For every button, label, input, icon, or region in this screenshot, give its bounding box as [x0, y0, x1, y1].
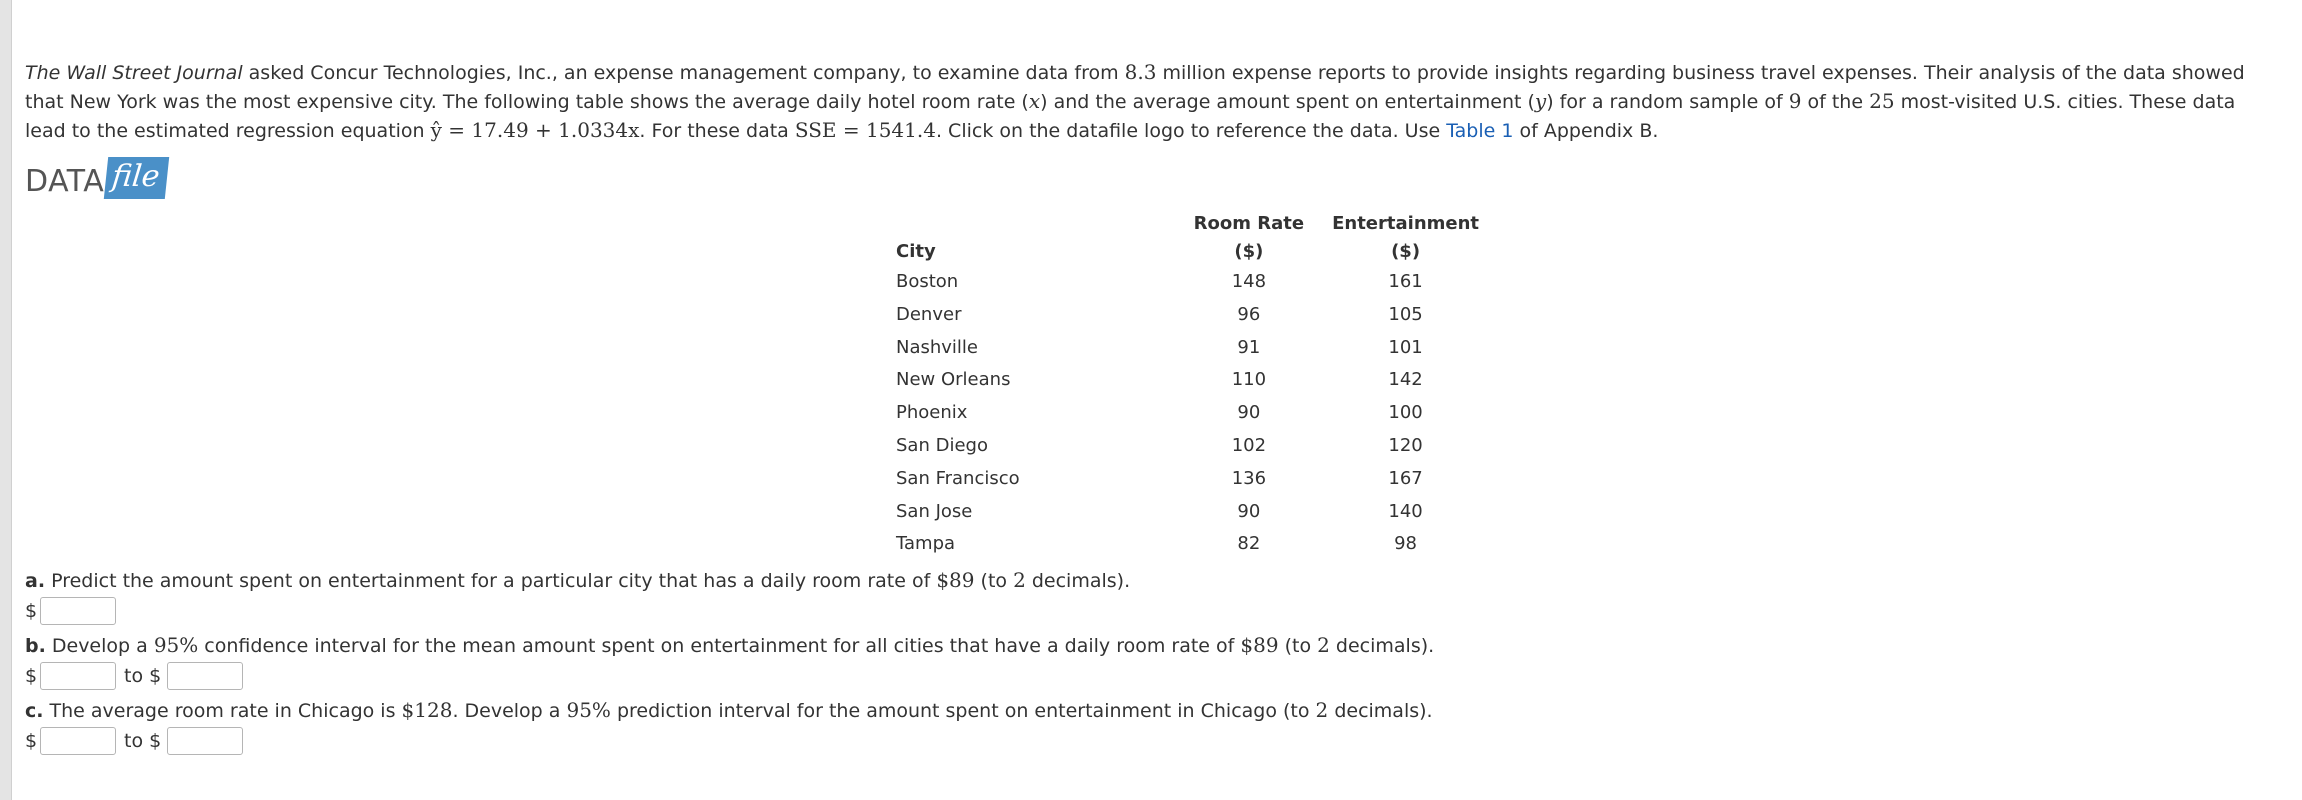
intro-text: of the — [1801, 91, 1870, 113]
room-rate-cell: 110 — [1231, 369, 1267, 391]
math-value: 9 — [1788, 89, 1802, 113]
entertainment-header: Entertainment — [1332, 213, 1480, 234]
room-rate-header: Room Rate — [1193, 213, 1305, 234]
question-text: confidence interval for the mean amount spent on entertainment for all cities that have a daily room rate of — [198, 635, 1241, 657]
entertainment-cell: 161 — [1388, 271, 1423, 292]
answer-c-lower-input[interactable] — [40, 727, 116, 755]
question-text: (to — [1278, 635, 1318, 657]
city-cell: San Diego — [896, 434, 988, 456]
math-value: 2 — [1317, 633, 1330, 657]
room-rate-cell: 90 — [1237, 500, 1261, 522]
math-value: 95% — [566, 698, 611, 722]
dollar-sign: $ — [25, 600, 38, 622]
table-row — [870, 299, 1493, 332]
math-variable: x — [1028, 89, 1041, 113]
city-cell: Denver — [896, 303, 962, 325]
room-rate-cell: 90 — [1237, 402, 1261, 424]
logo-file-text: file — [104, 157, 170, 199]
question-b-text — [25, 632, 1434, 659]
question-text: Predict the amount spent on entertainment for a particular city that has a daily room rate of — [45, 570, 937, 592]
question-text: Develop a — [45, 635, 154, 657]
question-a-text — [25, 567, 1130, 594]
intro-text: most-visited U.S. cities. These data lead to the estimated regression equation — [25, 91, 2236, 142]
datafile-logo[interactable] — [25, 153, 2280, 199]
table-header-row-2 — [870, 238, 1493, 266]
table-1-link[interactable]: Table 1 — [1446, 120, 1514, 142]
math-value: $89 — [1240, 633, 1279, 657]
entertainment-cell: 167 — [1388, 467, 1423, 489]
journal-name: The Wall Street Journal — [25, 62, 243, 84]
answer-b-lower-input[interactable] — [40, 662, 116, 690]
entertainment-cell: 140 — [1388, 500, 1423, 522]
city-cell: Boston — [896, 271, 959, 292]
question-label: b. — [25, 635, 46, 657]
math-value: 2 — [1013, 568, 1026, 592]
math-value: 25 — [1869, 89, 1895, 113]
city-data-table — [870, 210, 1493, 561]
question-text: . Develop a — [452, 700, 567, 722]
entertainment-cell: 120 — [1388, 434, 1423, 456]
question-label: a. — [25, 570, 46, 592]
math-variable: y — [1534, 89, 1547, 113]
intro-text: ) for a random sample of — [1546, 91, 1789, 113]
question-text: prediction interval for the amount spent on entertainment in Chicago (to — [610, 700, 1316, 722]
to-label: to $ — [124, 730, 162, 752]
sse-value: SSE = 1541.4 — [794, 118, 936, 142]
question-text: (to — [974, 570, 1014, 592]
math-value: 8.3 — [1124, 60, 1157, 84]
city-cell: New Orleans — [896, 369, 1011, 391]
intro-text: . For these data — [639, 120, 795, 142]
math-value: 95% — [153, 633, 199, 657]
math-value: $89 — [936, 568, 975, 592]
city-cell: San Jose — [896, 500, 973, 522]
logo-data-text: DATA — [25, 164, 105, 199]
question-text: decimals). — [1328, 700, 1433, 722]
question-text: decimals). — [1025, 570, 1131, 592]
city-cell: Phoenix — [896, 402, 968, 424]
dollar-sign: $ — [25, 665, 38, 687]
to-label: to $ — [124, 665, 162, 687]
regression-equation: ŷ = 17.49 + 1.0334x — [430, 118, 640, 142]
table-row — [870, 463, 1493, 496]
table-row — [870, 430, 1493, 463]
intro-paragraph — [25, 58, 2280, 145]
city-cell: Nashville — [896, 336, 979, 358]
question-b — [25, 632, 1434, 691]
entertainment-cell: 142 — [1388, 369, 1423, 391]
city-cell: Tampa — [896, 533, 956, 555]
entertainment-cell: 101 — [1388, 336, 1423, 358]
entertainment-unit: ($) — [1391, 241, 1421, 262]
answer-row-b — [25, 661, 1434, 691]
entertainment-cell: 98 — [1394, 533, 1417, 555]
entertainment-cell: 105 — [1388, 303, 1423, 325]
intro-text: asked Concur Technologies, Inc., an expense management company, to examine data from — [242, 62, 1125, 84]
answer-a-input[interactable] — [40, 597, 116, 625]
table-row — [870, 528, 1493, 561]
room-rate-cell: 82 — [1237, 533, 1261, 555]
question-c — [25, 697, 1433, 756]
entertainment-cell: 100 — [1388, 402, 1423, 424]
answer-row-c — [25, 726, 1433, 756]
table-row — [870, 332, 1493, 365]
room-rate-cell: 136 — [1231, 467, 1267, 489]
room-rate-cell: 102 — [1231, 434, 1267, 456]
city-cell: San Francisco — [896, 467, 1020, 489]
room-rate-cell: 96 — [1237, 303, 1261, 325]
table-row — [870, 397, 1493, 430]
table-header-row-1 — [870, 210, 1493, 238]
intro-text: . Click on the datafile logo to reference the data. Use — [935, 120, 1447, 142]
page-scrollbar[interactable] — [0, 0, 12, 800]
intro-text: of Appendix B. — [1513, 120, 1659, 142]
city-header: City — [896, 241, 936, 262]
problem-content — [25, 58, 2280, 199]
question-text: The average room rate in Chicago is — [43, 700, 402, 722]
answer-c-upper-input[interactable] — [167, 727, 243, 755]
dollar-sign: $ — [25, 730, 38, 752]
question-text: decimals). — [1329, 635, 1435, 657]
room-rate-unit: ($) — [1234, 241, 1264, 262]
question-c-text — [25, 697, 1433, 724]
table-row — [870, 496, 1493, 529]
math-value: $128 — [401, 698, 453, 722]
answer-b-upper-input[interactable] — [167, 662, 243, 690]
room-rate-cell: 148 — [1231, 271, 1267, 292]
table-row — [870, 364, 1493, 397]
room-rate-cell: 91 — [1237, 336, 1261, 358]
math-value: 2 — [1315, 698, 1329, 722]
answer-row-a — [25, 596, 1130, 626]
table-row — [870, 266, 1493, 299]
question-a — [25, 567, 1130, 626]
intro-text: million expense reports to provide insights regarding business travel expenses. Their analysis of the data showed that New York was the most expensive city. The following table shows the average daily hotel room rate ( — [25, 62, 2245, 113]
question-label: c. — [25, 700, 44, 722]
intro-text: ) and the average amount spent on entertainment ( — [1040, 91, 1535, 113]
